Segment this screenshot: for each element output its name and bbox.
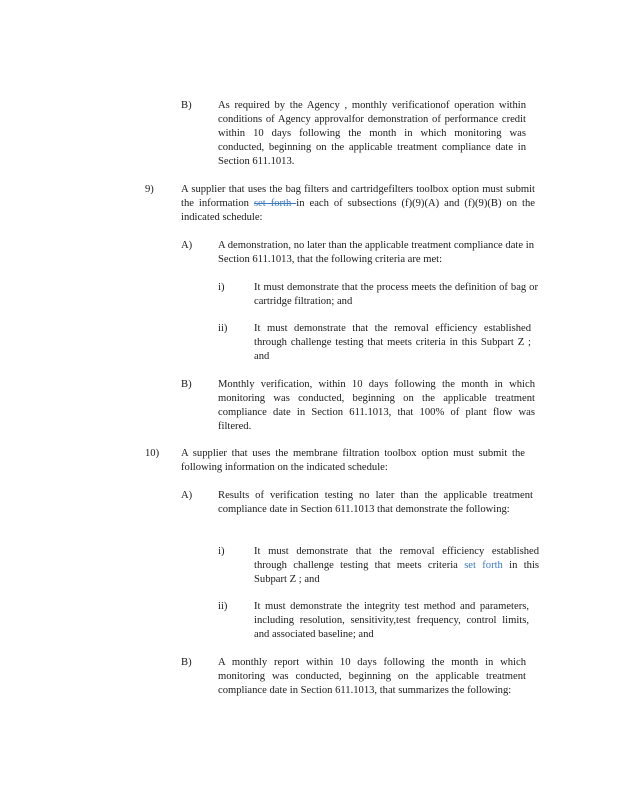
- paragraph-b-top: As required by the Agency , monthly verificationof operation within conditions of Agency approvalfor demonstration of performance credit within 10 days following the month in which monitoring was conducted, beginning on the applicable treatment compliance date in Section 611.1013.: [218, 100, 526, 167]
- paragraph-9a-ii: It must demonstrate that the removal efficiency established through challenge testing that meets criteria in this Subpart Z ; and: [254, 323, 531, 362]
- item-label: A): [181, 490, 193, 501]
- paragraph-9b: Monthly verification, within 10 days following the month in which monitoring was conducted, beginning on the applicable treatment compliance date in Section 611.1013, that 100% of plant flow was filtered.: [218, 379, 535, 432]
- paragraph-10a-i: [254, 545, 539, 587]
- paragraph-10a: Results of verification testing no later than the applicable treatment compliance date in Section 611.1013 that demonstrate the following:: [218, 490, 533, 515]
- paragraph-text: It must demonstrate that the removal efficiency established through challenge testing that meets criteria: [254, 546, 539, 571]
- paragraph-text: in each of subsections (f)(9)(A) and (f)(9)(B) on the indicated schedule:: [181, 198, 535, 223]
- item-label: B): [181, 100, 192, 111]
- item-label: i): [218, 546, 225, 557]
- item-label: ii): [218, 323, 228, 334]
- item-label: 10): [145, 448, 160, 459]
- paragraph-9a: A demonstration, no later than the applicable treatment compliance date in Section 611.1013, that the following criteria are met:: [218, 240, 534, 265]
- item-label: B): [181, 379, 192, 390]
- paragraph-9a-i: It must demonstrate that the process meets the definition of bag or cartridge filtration; and: [254, 282, 538, 307]
- inserted-text: set forth: [464, 560, 503, 571]
- paragraph-10a-ii: It must demonstrate the integrity test method and parameters, including resolution, sensitivity,test frequency, control limits, and associated baseline; and: [254, 601, 529, 640]
- paragraph-9: [181, 183, 535, 225]
- paragraph-text: A supplier that uses the bag filters and cartridgefilters toolbox option must submit the information: [181, 184, 535, 209]
- paragraph-text: in this Subpart Z ; and: [254, 560, 540, 585]
- item-label: i): [218, 282, 225, 293]
- item-label: ii): [218, 601, 228, 612]
- item-label: B): [181, 657, 192, 668]
- item-label: A): [181, 240, 193, 251]
- paragraph-10: A supplier that uses the membrane filtration toolbox option must submit the following information on the indicated schedule:: [181, 448, 525, 473]
- struck-text: set forth: [253, 198, 297, 209]
- paragraph-10b: A monthly report within 10 days following the month in which monitoring was conducted, beginning on the applicable treatment compliance date in Section 611.1013, that summarizes the following:: [218, 657, 526, 696]
- item-label: 9): [145, 184, 154, 195]
